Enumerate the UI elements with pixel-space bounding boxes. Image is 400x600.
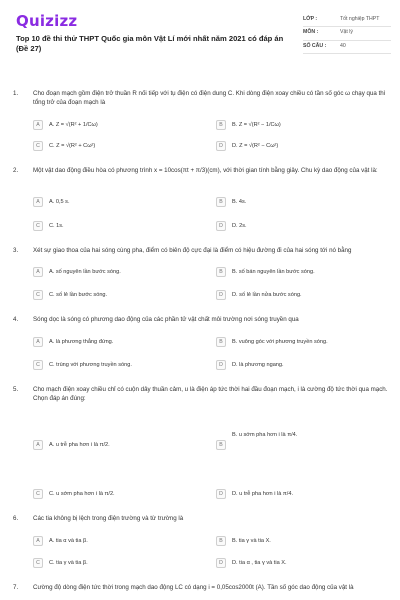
option-letter-badge: C — [33, 489, 43, 499]
option-letter-badge: D — [216, 489, 226, 499]
option-letter-badge: D — [216, 290, 226, 300]
option-letter-badge: A — [33, 440, 43, 450]
question-6-option-a[interactable] — [33, 535, 203, 546]
option-letter-badge: D — [216, 360, 226, 370]
question-1-option-b[interactable] — [216, 119, 386, 130]
option-text: A. là phương thẳng đứng. — [49, 338, 114, 345]
option-text: A. tia α và tia β. — [49, 537, 88, 544]
option-text: B. 4s. — [232, 198, 247, 205]
question-3-option-a[interactable] — [33, 266, 203, 277]
option-letter-badge: C — [33, 290, 43, 300]
meta-subject-label: MÔN : — [303, 29, 319, 36]
question-number: 1. — [13, 90, 19, 97]
option-text: C. 1s. — [49, 222, 64, 229]
option-letter-badge: C — [33, 360, 43, 370]
document-meta-panel — [303, 14, 391, 54]
question-6-option-c[interactable] — [33, 557, 203, 568]
option-letter-badge: D — [216, 558, 226, 568]
question-6-option-d[interactable] — [216, 557, 386, 568]
question-6-option-b[interactable] — [216, 535, 386, 546]
question-text: Một vật dao động điều hòa có phương trình x = 10cos(πt + π/3)(cm), với thời gian tính bằng giây. Chu kỳ dao động của vật là: — [33, 167, 378, 174]
question-5-option-d[interactable] — [216, 488, 386, 499]
meta-subject-value: Vật lý — [340, 29, 353, 36]
question-1-option-a[interactable] — [33, 119, 203, 130]
question-4-option-a[interactable] — [33, 336, 203, 347]
option-letter-badge: A — [33, 197, 43, 207]
option-letter-badge: B — [216, 440, 226, 450]
option-text: D. u trễ pha hơn i là π/4. — [232, 490, 294, 497]
option-text: D. số lẻ lần nửa bước sóng. — [232, 291, 302, 298]
question-4-option-b[interactable] — [216, 336, 386, 347]
option-letter-badge: A — [33, 536, 43, 546]
question-number: 5. — [13, 386, 19, 393]
option-text: D. 2s. — [232, 222, 247, 229]
option-text: B. số bán nguyên lần bước sóng. — [232, 268, 315, 275]
quizizz-logo: Quizizz — [16, 12, 78, 30]
question-5-option-a[interactable] — [33, 439, 203, 450]
question-5-option-c[interactable] — [33, 488, 203, 499]
question-text: Cho mạch điện xoay chiều chỉ có cuộn dây thuần cảm, u là điện áp tức thời hai đầu đoạn mạch, i là cường độ tức thời qua mạch. Chọn đáp án đúng: — [33, 386, 388, 402]
option-text: C. u sớm pha hơn i là π/2. — [49, 490, 115, 497]
option-letter-badge: C — [33, 221, 43, 231]
option-text: B. Z = √(R² − 1/Cω) — [232, 121, 281, 128]
meta-count-label: SỐ CÂU : — [303, 42, 327, 49]
option-text: B. vuông góc với phương truyền sóng. — [232, 338, 328, 345]
question-text: Cường độ dòng điện tức thời trong mạch dao động LC có dạng i = 0,05cos2000t (A). Tần số góc dao động của vật là — [33, 584, 354, 591]
option-letter-badge: B — [216, 337, 226, 347]
option-text: A. số nguyên lần bước sóng. — [49, 268, 121, 275]
question-text: Xét sự giao thoa của hai sóng cùng pha, điểm có biên độ cực đại là điểm có hiệu đường đi của hai sóng tới nó bằng — [33, 247, 352, 254]
option-text: A. 0,5 s. — [49, 198, 70, 205]
option-text: D. tia α , tia γ và tia X. — [232, 559, 287, 566]
question-text: Các tia không bị lệch trong điện trường và từ trường là — [33, 515, 184, 522]
question-text: Sóng dọc là sóng có phương dao động của các phần tử vật chất môi trường nơi sóng truyền qua — [33, 316, 299, 323]
option-letter-badge: B — [216, 197, 226, 207]
question-text: Cho đoạn mạch gồm điện trở thuần R nối tiếp với tụ điện có điện dung C. Khi dòng điện xoay chiều có tần số góc ω chạy qua thì tổng trở của đoạn mạch là — [33, 90, 386, 106]
option-letter-badge: A — [33, 337, 43, 347]
question-number: 2. — [13, 167, 19, 174]
meta-count-value: 40 — [340, 42, 346, 49]
option-letter-badge: C — [33, 141, 43, 151]
question-1-option-d[interactable] — [216, 140, 386, 151]
option-letter-badge: C — [33, 558, 43, 568]
meta-grade-label: LỚP : — [303, 16, 318, 22]
option-letter-badge: B — [216, 267, 226, 277]
question-number: 7. — [13, 584, 19, 591]
question-5-option-b-text: B. u sớm pha hơn i là π/4. — [232, 432, 298, 438]
option-text: A. u trễ pha hơn i là π/2. — [49, 441, 110, 448]
option-text: D. là phương ngang. — [232, 361, 284, 368]
question-3-option-c[interactable] — [33, 289, 203, 300]
option-text: C. Z = √(R² + Cω²) — [49, 142, 96, 149]
question-3-option-d[interactable] — [216, 289, 386, 300]
question-5-option-b[interactable] — [216, 439, 386, 450]
question-3-option-b[interactable] — [216, 266, 386, 277]
meta-count-row — [303, 41, 391, 54]
option-letter-badge: B — [216, 120, 226, 130]
question-number: 3. — [13, 247, 19, 254]
option-letter-badge: D — [216, 221, 226, 231]
meta-grade-value: Tốt nghiệp THPT — [340, 16, 380, 22]
option-text: C. tia γ và tia β. — [49, 559, 88, 566]
option-text: D. Z = √(R² − Cω²) — [232, 142, 279, 149]
option-text: C. số lẻ lần bước sóng. — [49, 291, 108, 298]
question-2-option-a[interactable] — [33, 196, 203, 207]
question-4-option-d[interactable] — [216, 359, 386, 370]
question-number: 6. — [13, 515, 19, 522]
option-text: B. tia γ và tia X. — [232, 537, 271, 544]
question-2-option-b[interactable] — [216, 196, 386, 207]
question-2-option-c[interactable] — [33, 220, 203, 231]
option-letter-badge: A — [33, 267, 43, 277]
document-title: Top 10 đề thi thử THPT Quốc gia môn Vật Lí mới nhất năm 2021 có đáp án (Đề 27) — [16, 34, 284, 54]
option-letter-badge: B — [216, 536, 226, 546]
question-1-option-c[interactable] — [33, 140, 203, 151]
option-text: A. Z = √(R² + 1/Cω) — [49, 121, 98, 128]
meta-grade-row — [303, 14, 391, 27]
question-4-option-c[interactable] — [33, 359, 203, 370]
option-letter-badge: D — [216, 141, 226, 151]
meta-subject-row — [303, 27, 391, 40]
question-number: 4. — [13, 316, 19, 323]
option-letter-badge: A — [33, 120, 43, 130]
option-text: C. trùng với phương truyền sóng. — [49, 361, 132, 368]
question-2-option-d[interactable] — [216, 220, 386, 231]
